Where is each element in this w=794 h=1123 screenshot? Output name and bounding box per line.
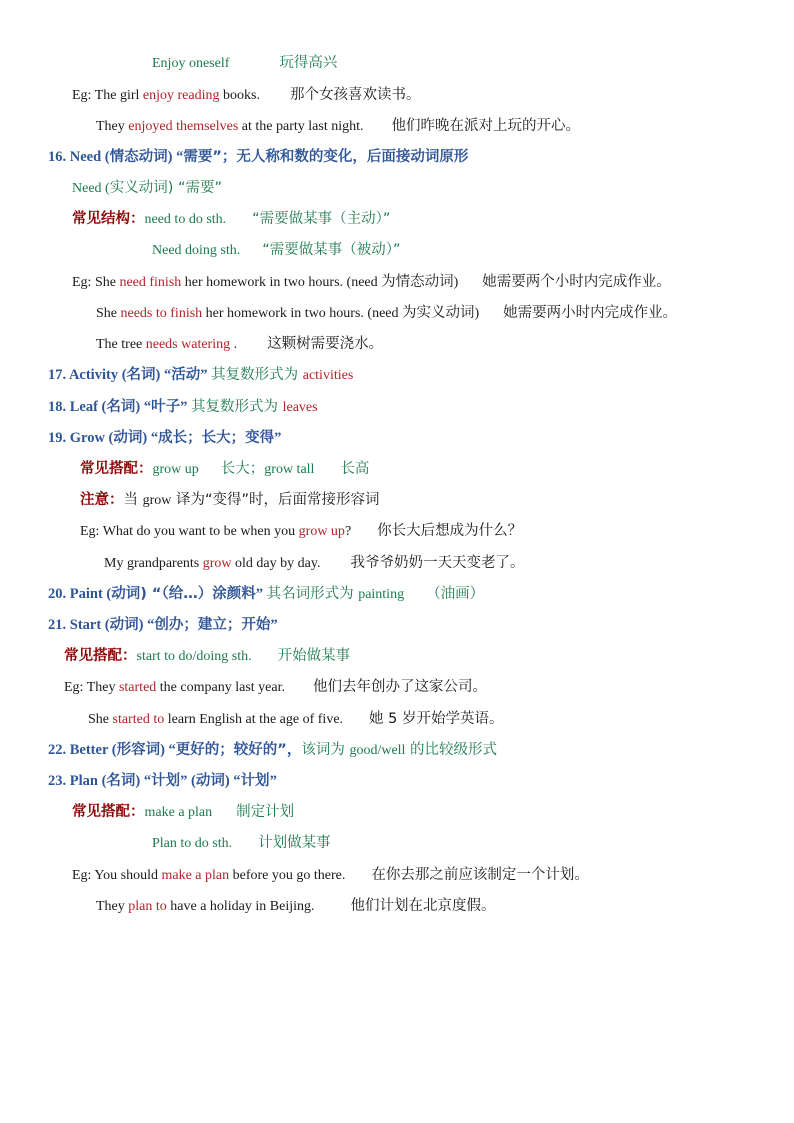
text-segment: 制定计划	[236, 804, 295, 820]
text-segment: They	[96, 899, 129, 914]
text-line	[80, 521, 522, 542]
text-segment: her homework in two hours. (need	[202, 306, 402, 321]
text-segment: 玩得高兴	[279, 55, 338, 71]
text-segment: ”	[200, 367, 212, 383]
text-line	[48, 615, 278, 636]
text-segment: 成长；长大；变得	[158, 430, 275, 446]
text-segment: 动词	[195, 773, 225, 789]
text-segment: grow up	[298, 524, 345, 539]
text-segment: make a plan	[144, 805, 213, 820]
text-line	[96, 116, 580, 137]
text-segment: ) “	[167, 149, 184, 165]
text-segment: 他们计划在北京度假。	[350, 898, 496, 914]
text-line	[104, 553, 524, 574]
text-segment: before you go there.	[229, 868, 346, 883]
text-segment: “需要做某事（被动）”	[262, 242, 401, 258]
text-segment: 在你去那之前应该制定一个计划。	[371, 867, 589, 883]
text-segment: ” (	[180, 773, 196, 789]
text-segment: 其名词形式为	[266, 586, 359, 602]
text-line	[72, 209, 390, 230]
text-line	[152, 53, 337, 74]
text-segment: needs to finish	[120, 306, 203, 321]
text-segment: 实义动词	[109, 180, 168, 196]
text-segment: 注意：	[80, 492, 124, 508]
text-segment: Eg: You should	[72, 868, 162, 883]
text-segment: 更好的；较好的	[175, 742, 278, 758]
text-segment: Plan to do sth.	[152, 836, 233, 851]
text-segment: 的比较级形式	[405, 742, 498, 758]
text-segment: 常见搭配：	[72, 804, 145, 820]
text-line	[64, 677, 487, 698]
text-segment: 动词	[109, 617, 139, 633]
text-segment: 19. Grow (	[48, 430, 114, 446]
text-segment: ”	[274, 430, 282, 446]
text-segment: ) “	[160, 742, 176, 758]
text-segment: Enjoy oneself	[152, 56, 230, 71]
text-line	[64, 646, 350, 667]
text-segment: ) “	[135, 773, 152, 789]
text-segment: 计划	[240, 773, 270, 789]
text-segment: her homework in two hours. (need	[181, 275, 382, 290]
text-segment: ”，	[277, 742, 302, 758]
text-segment: 她需要两个小时内完成作业。	[482, 274, 671, 290]
text-segment: 我爷爷奶奶一天天变老了。	[350, 555, 525, 571]
text-segment: 给	[168, 586, 184, 602]
text-segment: 名词	[126, 367, 156, 383]
text-segment: My grandparents	[104, 556, 203, 571]
text-segment: ”	[255, 586, 267, 602]
text-segment: Eg: She	[72, 275, 120, 290]
text-segment: 名词	[106, 399, 136, 415]
text-segment: 该词为	[301, 742, 350, 758]
text-segment: at the party last night.	[238, 119, 364, 134]
text-line	[152, 833, 331, 854]
text-segment: grow tall	[264, 462, 315, 477]
text-line	[72, 272, 671, 293]
text-segment: 长高	[340, 461, 370, 477]
text-segment: 常见搭配：	[64, 648, 137, 664]
text-segment: ”	[269, 773, 277, 789]
text-segment: 他们去年创办了这家公司。	[312, 679, 487, 695]
text-segment: needs watering	[145, 337, 231, 352]
text-segment: 为实义动词	[402, 305, 475, 321]
text-segment: 情态动词	[109, 149, 168, 165]
text-segment: grow	[142, 493, 172, 508]
text-segment: 常见搭配：	[80, 461, 153, 477]
text-segment: activities	[302, 368, 354, 383]
text-segment: 创办；建立；开始	[154, 617, 271, 633]
text-line	[72, 178, 222, 199]
text-line	[72, 802, 294, 823]
text-segment: 活动	[171, 367, 201, 383]
text-line	[88, 709, 504, 730]
text-line	[96, 334, 383, 355]
text-segment: leaves	[282, 400, 318, 415]
text-segment: plan to	[128, 899, 167, 914]
text-segment: ) “	[138, 617, 155, 633]
text-segment: Need (	[72, 181, 110, 196]
text-segment: 21. Start (	[48, 617, 110, 633]
text-segment: ?	[344, 524, 352, 539]
text-segment: grow	[202, 556, 232, 571]
text-segment: started to	[112, 712, 165, 727]
text-segment: 16. Need (	[48, 149, 110, 165]
text-segment: ) “	[135, 399, 152, 415]
text-line	[80, 459, 369, 480]
text-segment: 名词	[106, 773, 136, 789]
text-segment: start to do/doing sth.	[136, 649, 252, 664]
text-segment: 动词	[113, 430, 143, 446]
text-segment: ) “需要”	[167, 180, 222, 196]
text-segment: 长大；	[220, 461, 265, 477]
text-segment: The tree	[96, 337, 146, 352]
text-segment: 她需要两小时内完成作业。	[503, 305, 678, 321]
text-segment: Eg: The girl	[72, 88, 143, 103]
text-segment: 18. Leaf (	[48, 399, 107, 415]
text-line	[48, 771, 277, 792]
text-segment: 译为“变得”时，后面常接形容词	[171, 492, 380, 508]
text-segment: 23. Plan (	[48, 773, 107, 789]
text-segment: 这颗树需要浇水。	[267, 336, 384, 352]
text-segment: Eg: What do you want to be when you	[80, 524, 299, 539]
text-segment: 形容词	[116, 742, 161, 758]
text-line	[96, 896, 496, 917]
text-line	[48, 365, 353, 386]
text-segment: need finish	[119, 275, 182, 290]
text-segment: …）	[183, 586, 213, 602]
text-segment: ) “（	[140, 586, 169, 602]
text-segment: 17. Activity (	[48, 367, 127, 383]
text-segment: 她 5 岁开始学英语。	[369, 711, 504, 727]
text-segment: enjoyed themselves	[128, 119, 239, 134]
text-segment: She	[96, 306, 121, 321]
text-line	[48, 740, 497, 761]
text-segment: ”	[270, 617, 278, 633]
text-segment: 计划做某事	[258, 835, 331, 851]
text-line	[80, 490, 380, 511]
text-segment: ) “	[142, 430, 159, 446]
text-segment: the company last year.	[156, 680, 285, 695]
text-segment: 开始做某事	[277, 648, 351, 664]
text-segment: “需要做某事（主动）”	[252, 211, 391, 227]
text-segment: 需要	[183, 149, 213, 165]
text-segment: 为情态动词	[381, 274, 454, 290]
text-line	[72, 865, 589, 886]
text-segment: 叶子	[151, 399, 181, 415]
text-segment: enjoy reading	[142, 88, 220, 103]
text-segment: ”	[180, 399, 191, 415]
text-segment: 涂颜料	[212, 586, 256, 602]
text-segment: Need doing sth.	[152, 243, 241, 258]
text-segment: old day by day.	[231, 556, 321, 571]
text-line	[48, 397, 318, 418]
text-segment: need to do sth.	[144, 212, 227, 227]
text-segment: 其复数形式为	[211, 367, 303, 383]
text-line	[96, 303, 677, 324]
text-segment: ”；	[212, 149, 237, 165]
text-segment: started	[118, 680, 157, 695]
text-segment: make a plan	[161, 868, 230, 883]
text-line	[152, 240, 401, 261]
text-segment: ) “	[155, 367, 172, 383]
text-segment: )	[474, 306, 480, 321]
text-segment: good/well	[349, 743, 406, 758]
text-segment: They	[96, 119, 129, 134]
text-line	[72, 85, 420, 106]
text-segment: 他们昨晚在派对上玩的开心。	[391, 118, 580, 134]
text-line	[48, 428, 281, 449]
text-segment: 动词	[111, 586, 141, 602]
text-segment: 常见结构：	[72, 211, 145, 227]
text-line	[48, 584, 484, 605]
text-segment: （油画）	[426, 586, 485, 602]
text-segment: 当	[123, 492, 143, 508]
text-segment: grow up	[152, 462, 199, 477]
text-segment: have a holiday in Beijing.	[166, 899, 315, 914]
text-segment: learn English at the age of five.	[164, 712, 344, 727]
text-segment: 你长大后想成为什么？	[377, 523, 523, 539]
text-segment: 22. Better (	[48, 742, 117, 758]
text-segment: painting	[358, 587, 405, 602]
text-segment: 那个女孩喜欢读书。	[289, 87, 421, 103]
text-segment: books.	[219, 88, 260, 103]
text-segment: .	[230, 337, 238, 352]
text-segment: 无人称和数的变化，后面接动词原形	[236, 149, 469, 165]
text-segment: )	[453, 275, 459, 290]
text-segment: 20. Paint (	[48, 586, 112, 602]
text-segment: She	[88, 712, 113, 727]
text-segment: ) “	[224, 773, 241, 789]
text-segment: 计划	[151, 773, 181, 789]
text-segment: Eg: They	[64, 680, 119, 695]
text-segment: 其复数形式为	[190, 399, 283, 415]
text-line	[48, 147, 468, 168]
